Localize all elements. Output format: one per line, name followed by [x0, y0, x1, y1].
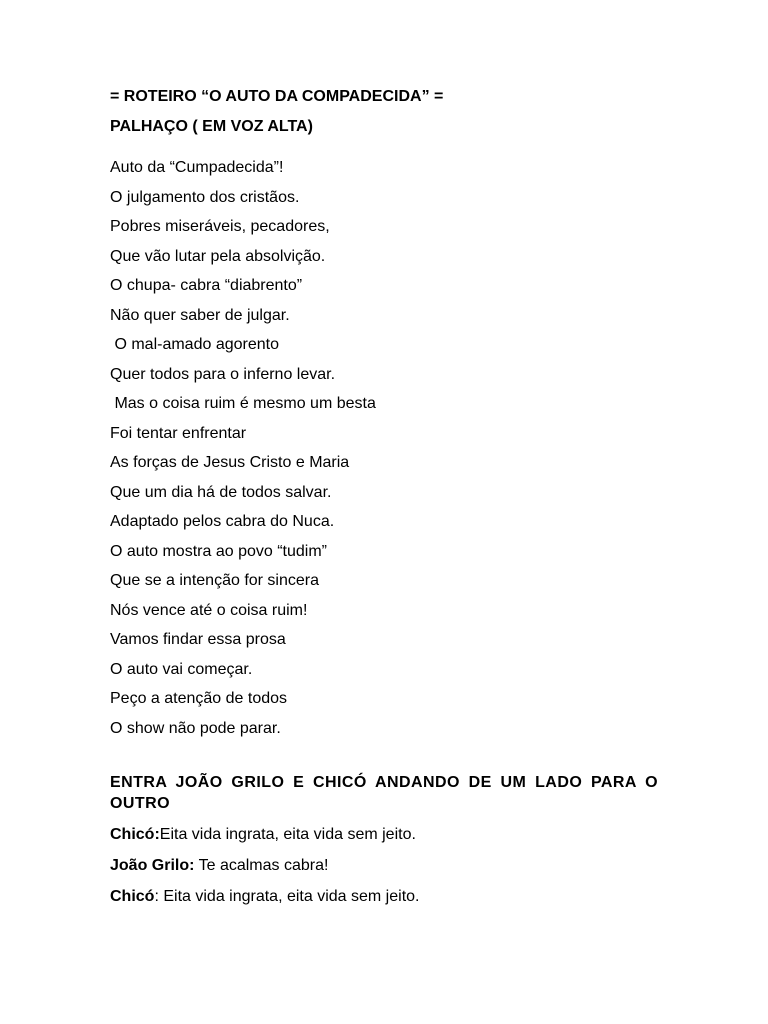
document-title: = ROTEIRO “O AUTO DA COMPADECIDA” = — [110, 88, 444, 105]
dialogue-line — [110, 886, 419, 908]
poem-line: O auto mostra ao povo “tudim” — [110, 542, 327, 560]
poem-line: Não quer saber de julgar. — [110, 306, 290, 324]
poem-line: O mal-amado agorento — [110, 336, 279, 353]
spoken-text: Te acalmas cabra! — [194, 857, 329, 874]
poem-block — [110, 153, 376, 743]
speaker-name: Chicó — [110, 888, 155, 905]
poem-line: Auto da “Cumpadecida”! — [110, 159, 284, 176]
speaker-name: João Grilo: — [110, 857, 195, 874]
poem-line: O show não pode parar. — [110, 719, 281, 737]
dialogue-line — [110, 855, 328, 877]
speaker-name: Chicó: — [110, 826, 160, 843]
poem-line: O chupa- cabra “diabrento” — [110, 277, 303, 294]
poem-line: Quer todos para o inferno levar. — [110, 365, 336, 383]
stage-direction: ENTRA JOÃO GRILO E CHICÓ ANDANDO DE UM LADO PARA O OUTRO — [110, 774, 658, 812]
poem-line: Peço a atenção de todos — [110, 690, 288, 707]
poem-line: Vamos findar essa prosa — [110, 631, 286, 648]
dialogue-line — [110, 824, 416, 846]
spoken-text: Eita vida ingrata, eita vida sem jeito. — [159, 826, 416, 843]
poem-line: Adaptado pelos cabra do Nuca. — [110, 513, 335, 530]
spoken-text: : Eita vida ingrata, eita vida sem jeito. — [154, 888, 420, 905]
poem-line: Nós vence até o coisa ruim! — [110, 601, 308, 619]
poem-line: O auto vai começar. — [110, 660, 253, 678]
poem-line: Que um dia há de todos salvar. — [110, 483, 332, 501]
poem-line: Que se a intenção for sincera — [110, 572, 320, 589]
poem-line: Que vão lutar pela absolvição. — [110, 247, 326, 265]
poem-line: Foi tentar enfrentar — [110, 424, 247, 442]
poem-line: As forças de Jesus Cristo e Maria — [110, 454, 350, 471]
poem-line: Mas o coisa ruim é mesmo um besta — [110, 395, 376, 412]
speaker-heading: PALHAÇO ( EM VOZ ALTA) — [110, 118, 313, 135]
poem-line: Pobres miseráveis, pecadores, — [110, 218, 330, 235]
poem-line: O julgamento dos cristãos. — [110, 188, 300, 206]
